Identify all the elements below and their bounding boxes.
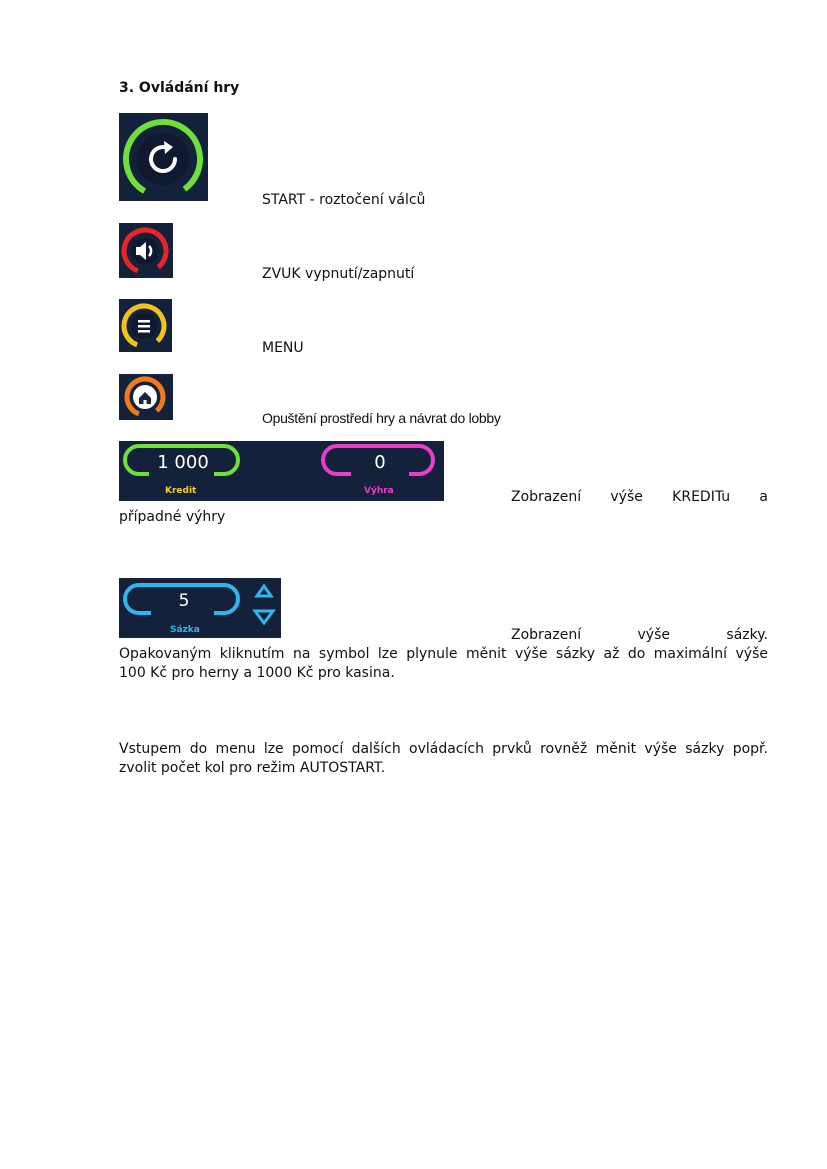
word: Vstupem	[119, 741, 182, 757]
start-description: START - roztočení válců	[262, 192, 426, 208]
word: do	[627, 646, 646, 662]
refresh-icon	[119, 113, 208, 201]
win-label: Výhra	[364, 486, 394, 496]
word: rovněž	[540, 741, 588, 757]
word: kliknutím	[219, 646, 285, 662]
start-button-image	[119, 113, 208, 201]
bet-description-line1	[511, 626, 768, 645]
speaker-icon	[119, 223, 173, 278]
home-description: Opuštění prostředí hry a návrat do lobby	[262, 410, 501, 426]
credit-label: Kredit	[165, 486, 197, 496]
bet-description-line3: 100 Kč pro herny a 1000 Kč pro kasina.	[119, 665, 395, 681]
word: symbol	[318, 646, 370, 662]
word: maximální	[653, 646, 728, 662]
word: Zobrazení	[511, 489, 582, 505]
word: pomocí	[292, 741, 344, 757]
word: výše	[644, 741, 677, 757]
menu-description: MENU	[262, 340, 304, 356]
word: a	[759, 489, 768, 505]
word: plynule	[406, 646, 458, 662]
credit-win-panel-image	[119, 441, 444, 501]
menu-paragraph-line2: zvolit počet kol pro režim AUTOSTART.	[119, 760, 386, 776]
word: popř.	[732, 741, 768, 757]
word: měnit	[466, 646, 507, 662]
credit-description-line1	[511, 488, 768, 507]
word: prvků	[492, 741, 532, 757]
menu-button-image	[119, 299, 172, 352]
credit-value: 1 000	[157, 452, 209, 473]
word: na	[293, 646, 311, 662]
sound-description: ZVUK vypnutí/zapnutí	[262, 266, 415, 282]
sound-button-image	[119, 223, 173, 278]
arrow-up-icon	[257, 586, 271, 596]
bet-value: 5	[178, 591, 190, 611]
menu-paragraph-line1	[119, 740, 768, 759]
word: výše	[514, 646, 548, 662]
word: do	[189, 741, 208, 757]
word: ovládacích	[409, 741, 484, 757]
arrow-down-icon	[255, 611, 273, 623]
word: sázky	[685, 741, 725, 757]
word: dalších	[351, 741, 401, 757]
credit-description-line2: případné výhry	[119, 509, 226, 525]
win-value: 0	[374, 452, 386, 473]
bet-description-line2	[119, 645, 768, 664]
word: sázky.	[726, 627, 768, 643]
bet-label: Sázka	[170, 625, 200, 635]
word: KREDITu	[672, 489, 731, 505]
home-button-image	[119, 374, 173, 420]
word: menu	[215, 741, 256, 757]
home-icon	[119, 374, 173, 420]
menu-icon	[119, 299, 172, 352]
word: výše	[610, 489, 643, 505]
bet-graphic	[119, 578, 281, 638]
word: sázky	[555, 646, 596, 662]
word: Zobrazení	[511, 627, 582, 643]
word: měnit	[595, 741, 637, 757]
section-heading: 3. Ovládání hry	[119, 80, 240, 96]
word: výše	[735, 646, 768, 662]
word: lze	[263, 741, 284, 757]
word: výše	[637, 627, 670, 643]
word: až	[603, 646, 620, 662]
word: Opakovaným	[119, 646, 212, 662]
bet-panel-image	[119, 578, 281, 638]
word: lze	[377, 646, 398, 662]
